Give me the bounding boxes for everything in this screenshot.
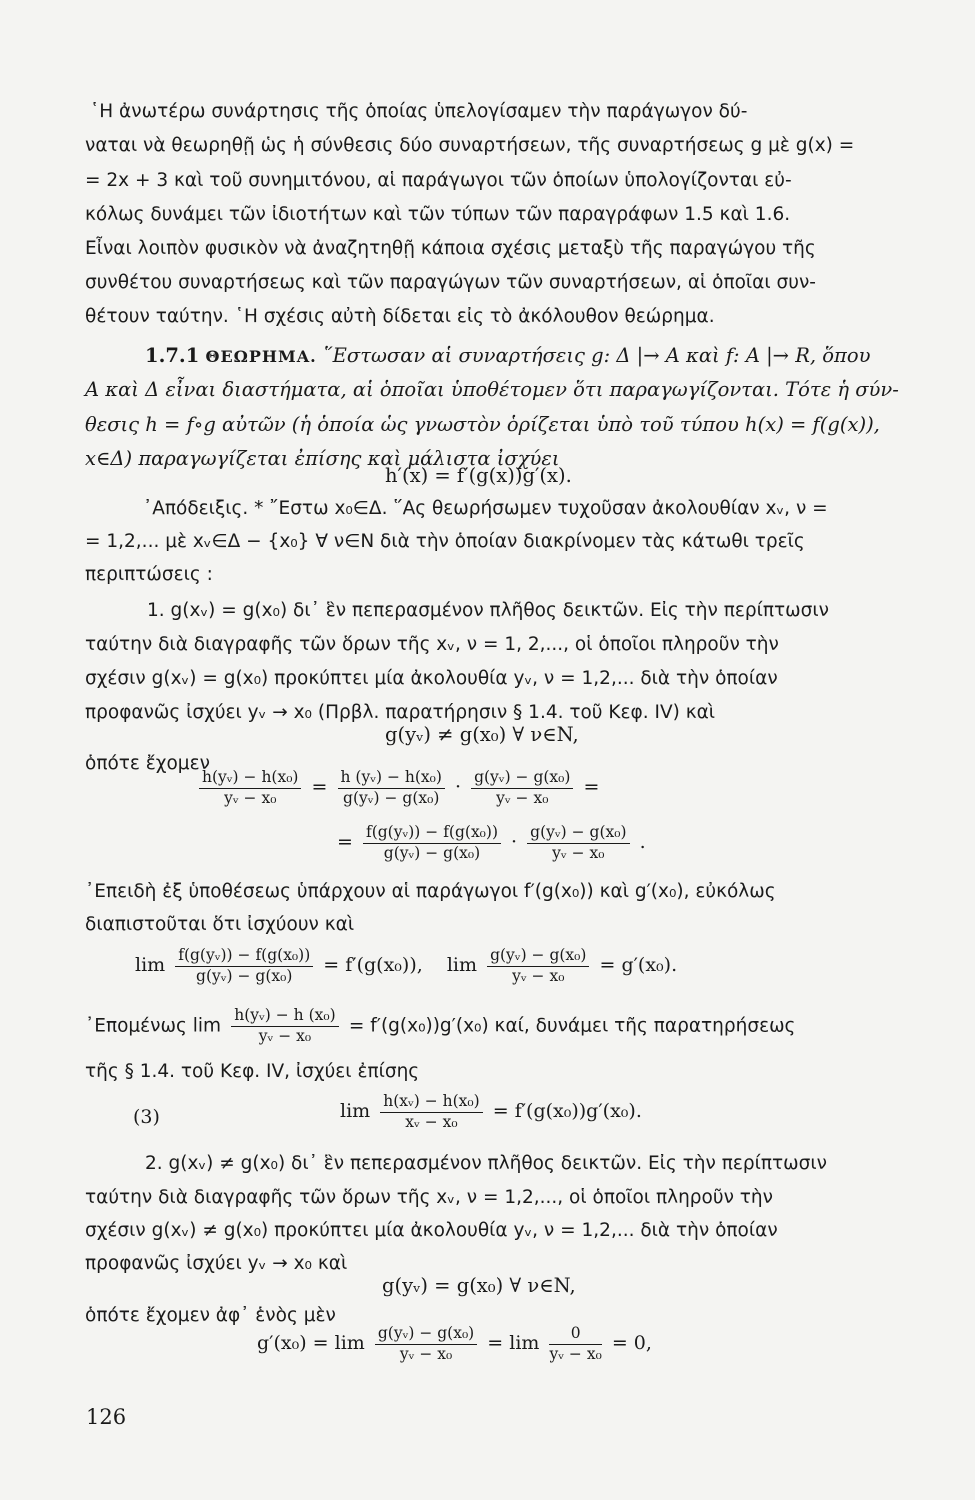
equation-c-row: g′(x₀) = lim $\frac{\text{g(yᵥ) − g(x₀)}}{\text{yᵥ − x₀}}$ = lim $\frac{0}{\text{yᵥ − x₀}}$ = 0, <box>257 1324 652 1363</box>
text-line: ῾Η ἀνωτέρω συνάρτησις τῆς ὁποίας ὑπελογίσαμεν τὴν παράγωγον δύ- <box>90 101 748 122</box>
fraction: $\frac{\text{h(yᵥ) − h(x₀)}}{\text{yᵥ − x₀}}$ <box>199 770 301 806</box>
inequality-formula: g(yᵥ) ≠ g(x₀) ∀ ν∈N, <box>385 723 579 746</box>
fraction: $\frac{\text{g(yᵥ) − g(x₀)}}{\text{yᵥ − x₀}}$ <box>375 1326 477 1362</box>
text-line: διαπιστοῦται ὅτι ἰσχύουν καὶ <box>85 914 355 935</box>
fraction: $\frac{\text{f(g(yᵥ)) − f(g(x₀))}}{\text{g(yᵥ) − g(x₀)}}$ <box>175 948 313 984</box>
equation-b-row: lim $\frac{\text{f(g(yᵥ)) − f(g(x₀))}}{\text{g(yᵥ) − g(x₀)}}$ = f′(g(x₀)), lim $\frac{\text{g(yᵥ) − g(x₀)}}{\text{yᵥ − x₀}}$ = g′(x₀). <box>135 946 678 985</box>
text-line: Εἶναι λοιπὸν φυσικὸν νὰ ἀναζητηθῇ κάποια σχέσις μεταξὺ τῆς παραγώγου τῆς <box>85 238 816 259</box>
text-line: = 1,2,... μὲ xᵥ∈Δ − {x₀} ∀ ν∈N διὰ τὴν ὁποίαν διακρίνομεν τὰς κάτωθι τρεῖς <box>85 531 805 552</box>
fraction: $\frac{\text{h (yᵥ) − h(x₀)}}{\text{g(yᵥ) − g(x₀)}}$ <box>338 770 445 806</box>
fraction: $\frac{\text{h(xᵥ) − h(x₀)}}{\text{xᵥ − x₀}}$ <box>380 1094 482 1130</box>
text-line: ᾿Απόδειξις. * ῎Εστω x₀∈Δ. ῞Ας θεωρήσωμεν τυχοῦσαν ἀκολουθίαν xᵥ, ν = <box>143 498 828 519</box>
text-line: 1. g(xᵥ) = g(x₀) δι᾿ ἓν πεπερασμένον πλῆθος δεικτῶν. Εἰς τὴν περίπτωσιν <box>147 600 829 621</box>
text-line: θέτουν ταύτην. ῾Η σχέσις αὐτὴ δίδεται εἰς τὸ ἀκόλουθον θεώρημα. <box>85 306 715 327</box>
text-line: θεσις h = f∘g αὐτῶν (ἡ ὁποία ὡς γνωστὸν ὁρίζεται ὑπὸ τοῦ τύπου h(x) = f(g(x)), <box>85 413 880 436</box>
text-line: 2. g(xᵥ) ≠ g(x₀) δι᾿ ἓν πεπερασμένον πλῆθος δεικτῶν. Εἰς τὴν περίπτωσιν <box>145 1153 827 1174</box>
chain-rule-formula: h′(x) = f′(g(x))g′(x). <box>385 464 572 487</box>
theorem-heading <box>145 346 870 366</box>
equation-tag: (3) <box>133 1106 160 1128</box>
text-line: ᾿Επειδὴ ἐξ ὑποθέσεως ὑπάρχουν αἱ παράγωγοι f′(g(x₀)) καὶ g′(x₀), εὐκόλως <box>85 881 776 902</box>
text-line: ταύτην διὰ διαγραφῆς τῶν ὅρων τῆς xᵥ, ν = 1, 2,..., οἱ ὁποῖοι πληροῦν τὴν <box>85 634 779 655</box>
fraction: $\frac{0}{\text{yᵥ − x₀}}$ <box>549 1324 602 1363</box>
text-line: τῆς § 1.4. τοῦ Κεφ. IV, ἰσχύει ἐπίσης <box>85 1061 420 1082</box>
text-line: A καὶ Δ εἶναι διαστήματα, αἱ ὁποῖαι ὑποθέτομεν ὅτι παραγωγίζονται. Τότε ἡ σύν- <box>85 378 899 401</box>
text-line: ναται νὰ θεωρηθῇ ὡς ἡ σύνθεσις δύο συναρτήσεων, τῆς συναρτήσεως g μὲ g(x) = <box>85 135 855 156</box>
text-line: κόλως δυνάμει τῶν ἰδιοτήτων καὶ τῶν τύπων τῶν παραγράφων 1.5 καὶ 1.6. <box>85 204 791 225</box>
equation-a-row1: $\frac{\text{h(yᵥ) − h(x₀)}}{\text{yᵥ − x₀}}$ = $\frac{\text{h (yᵥ) − h(x₀)}}{\text{g(yᵥ) − g(x₀)}}$ · $\frac{\text{g(yᵥ) − g(x₀)}}{\text{yᵥ − x₀}}$ = <box>195 770 599 806</box>
text-line: ταύτην διὰ διαγραφῆς τῶν ὅρων τῆς xᵥ, ν = 1,2,..., οἱ ὁποῖοι πληροῦν τὴν <box>85 1187 773 1208</box>
text-line: συνθέτου συναρτήσεως καὶ τῶν παραγώγων τῶν συναρτήσεων, αἱ ὁποῖαι συν- <box>85 272 816 293</box>
theorem-text: ῞Εστωσαν αἱ συναρτήσεις g: Δ |→ A καὶ f: A |→ R, ὅπου <box>322 344 871 367</box>
text-line: ὁπότε ἔχομεν <box>85 753 210 774</box>
equation-a-row2: = $\frac{\text{f(g(yᵥ)) − f(g(x₀))}}{\text{g(yᵥ) − g(x₀)}}$ · $\frac{\text{g(yᵥ) − g(x₀)}}{\text{yᵥ − x₀}}$ . <box>337 823 646 862</box>
text-line: = 2x + 3 καὶ τοῦ συνημιτόνου, αἱ παράγωγοι τῶν ὁποίων ὑπολογίζονται εὐ- <box>85 170 792 191</box>
text-line: ὁπότε ἔχομεν ἀφ᾿ ἑνὸς μὲν <box>85 1305 336 1326</box>
text-line: προφανῶς ἰσχύει yᵥ → x₀ καὶ <box>85 1253 348 1274</box>
text-line: προφανῶς ἰσχύει yᵥ → x₀ (Πρβλ. παρατήρησιν § 1.4. τοῦ Κεφ. IV) καὶ <box>85 702 716 723</box>
text-line: περιπτώσεις : <box>85 564 213 585</box>
theorem-number: 1.7.1 <box>145 344 200 367</box>
fraction: $\frac{\text{f(g(yᵥ)) − f(g(x₀))}}{\text{g(yᵥ) − g(x₀)}}$ <box>363 825 501 861</box>
text-line: σχέσιν g(xᵥ) = g(x₀) προκύπτει μία ἀκολουθία yᵥ, ν = 1,2,... διὰ τὴν ὁποίαν <box>85 668 778 689</box>
fraction: $\frac{\text{g(yᵥ) − g(x₀)}}{\text{yᵥ − x₀}}$ <box>471 770 573 806</box>
equality-formula: g(yᵥ) = g(x₀) ∀ ν∈N, <box>382 1274 576 1297</box>
text-line: σχέσιν g(xᵥ) ≠ g(x₀) προκύπτει μία ἀκολουθία yᵥ, ν = 1,2,... διὰ τὴν ὁποίαν <box>85 1220 778 1241</box>
fraction: $\frac{\text{g(yᵥ) − g(x₀)}}{\text{yᵥ − x₀}}$ <box>527 825 629 861</box>
page-number: 126 <box>86 1405 127 1429</box>
equation-3-row: lim $\frac{\text{h(xᵥ) − h(x₀)}}{\text{xᵥ − x₀}}$ = f′(g(x₀))g′(x₀). <box>340 1092 642 1131</box>
text-line: x∈Δ) παραγωγίζεται ἐπίσης καὶ μάλιστα ἰσχύει <box>85 447 560 470</box>
fraction: $\frac{\text{g(yᵥ) − g(x₀)}}{\text{yᵥ − x₀}}$ <box>487 948 589 984</box>
theorem-label: ΘΕΩΡΗΜΑ. <box>205 347 317 366</box>
fraction: $\frac{\text{h(yᵥ) − h (x₀)}}{\text{yᵥ − x₀}}$ <box>231 1008 338 1044</box>
hence-row: ᾿Επομένως lim $\frac{\text{h(yᵥ) − h (x₀)}}{\text{yᵥ − x₀}}$ = f′(g(x₀))g′(x₀) καί, δυνάμει τῆς παρατηρήσεως <box>85 1006 796 1045</box>
